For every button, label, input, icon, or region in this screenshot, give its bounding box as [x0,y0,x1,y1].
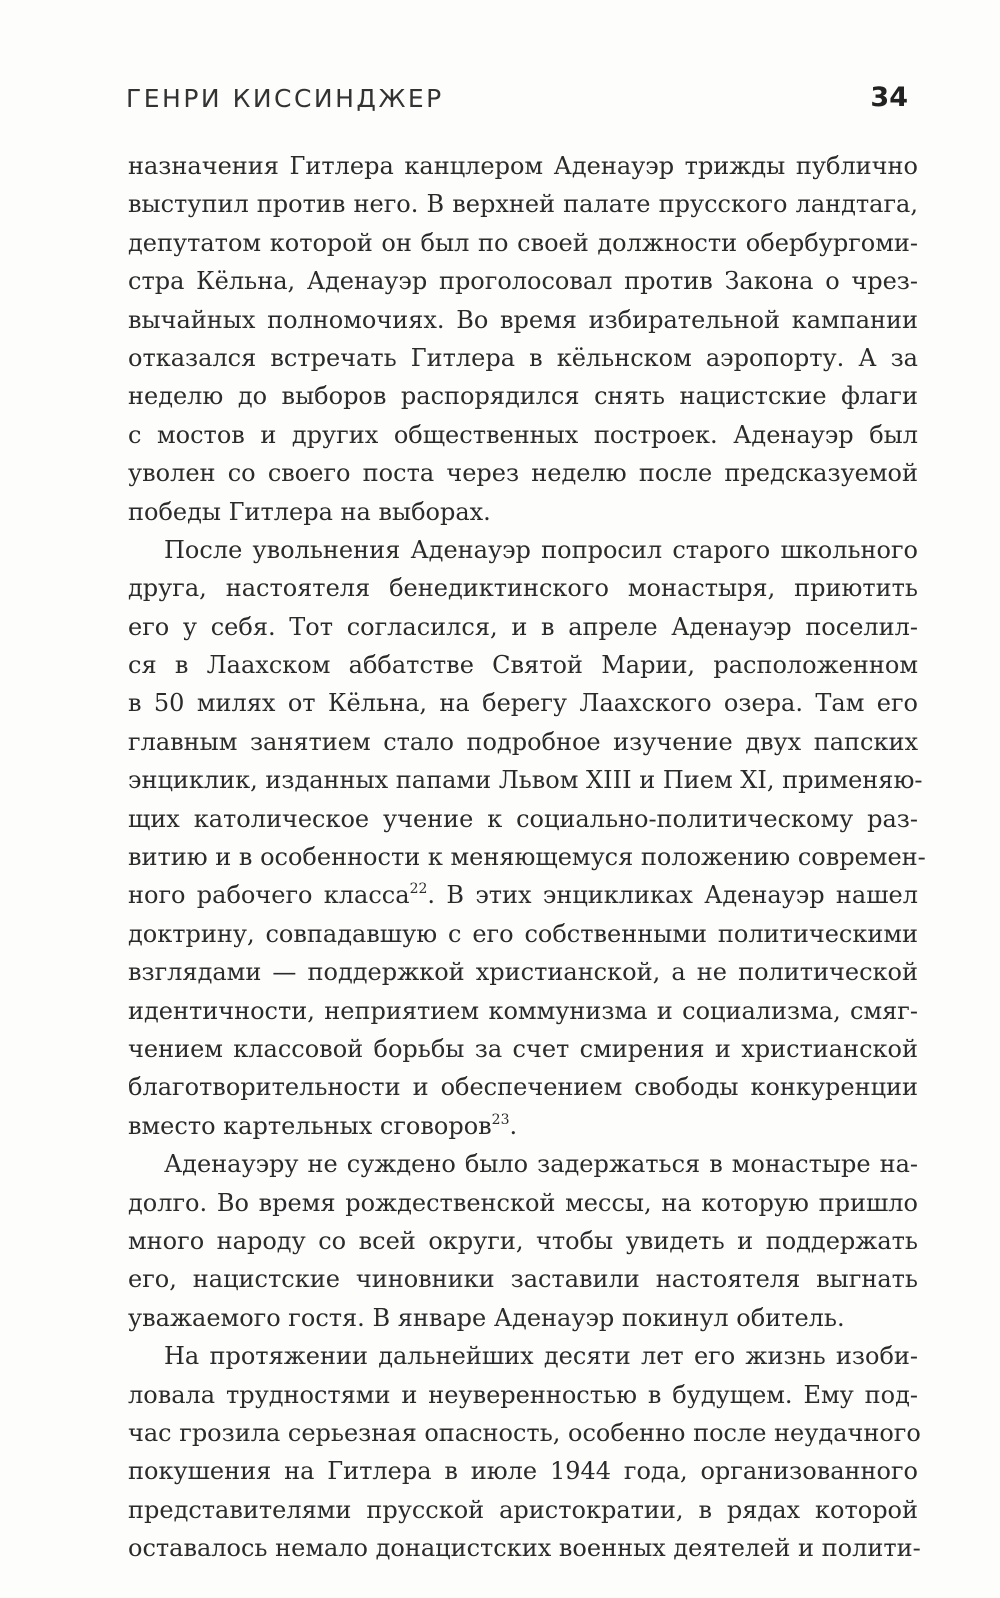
text-fragment: . В этих энцикликах Аденауэр нашел [427,881,918,910]
page-number: 34 [870,82,908,113]
text-line: На протяжении дальнейших десяти лет его жизнь изоби- [164,1342,918,1371]
paragraph-3 [128,1145,918,1337]
text-line: витию и в особенности к меняющемуся положению современ- [128,843,926,872]
paragraph-1 [128,147,918,531]
text-line: назначения Гитлера канцлером Аденауэр трижды публично [128,152,918,180]
paragraph-2 [128,531,926,1145]
text-line: вычайных полномочиях. Во время избирательной кампании [128,305,918,334]
text-line: оставалось немало донацистских военных деятелей и полити- [128,1534,921,1563]
text-line: энциклик, изданных папами Львом XIII и Пием XI, применяю- [128,766,923,795]
text-line: уважаемого гостя. В январе Аденауэр покинул обитель. [128,1303,845,1332]
text-line: главным занятием стало подробное изучение двух папских [128,727,918,756]
text-line: ся в Лаахском аббатстве Святой Марии, расположенном [128,651,918,680]
paragraph-4 [128,1337,921,1567]
text-line: неделю до выборов распорядился снять нацистские флаги [128,382,918,411]
body-text [128,147,926,1567]
running-title: ГЕНРИ КИССИНДЖЕР [126,84,444,113]
footnote-ref-23[interactable]: 23 [491,1111,510,1128]
text-line: покушения на Гитлера в июле 1944 года, организованного [128,1457,918,1486]
text-line: долго. Во время рождественской мессы, на которую пришло [128,1188,918,1217]
text-fragment: ного рабочего класса [128,881,410,910]
text-line: идентичности, неприятием коммунизма и социализма, смяг- [128,996,918,1025]
text-line: уволен со своего поста через неделю после предсказуемой [128,459,918,488]
text-line: стра Кёльна, Аденауэр проголосовал против Закона о чрез- [128,267,918,296]
text-line: в 50 милях от Кёльна, на берегу Лаахского озера. Там его [128,689,918,718]
text-line: благотворительности и обеспечением свободы конкуренции [128,1073,918,1102]
text-line: депутатом которой он был по своей должности обербургоми- [128,228,918,257]
text-line: отказался встречать Гитлера в кёльнском аэропорту. А за [128,343,918,372]
text-line: ловала трудностями и неуверенностью в будущем. Ему под- [128,1380,918,1409]
text-fragment: вместо картельных сговоров [128,1111,492,1140]
text-line: После увольнения Аденауэр попросил старого школьного [164,535,918,564]
text-line-with-footnote [128,876,918,914]
text-line: чением классовой борьбы за счет смирения и христианской [128,1034,918,1063]
text-line-with-footnote [128,1107,918,1145]
running-header [126,84,908,124]
text-line: доктрину, совпадавшую с его собственными политическими [128,919,918,948]
text-line: много народу со всей округи, чтобы увидеть и поддержать [128,1226,918,1255]
text-line: его, нацистские чиновники заставили настоятеля выгнать [128,1265,918,1294]
text-line: щих католическое учение к социально-политическому раз- [128,804,918,833]
footnote-ref-22[interactable]: 22 [409,881,428,898]
text-line: взглядами — поддержкой христианской, а не политической [128,958,918,987]
text-fragment: . [509,1111,518,1140]
text-line: друга, настоятеля бенедиктинского монастыря, приютить [128,574,918,603]
text-line: выступил против него. В верхней палате прусского ландтага, [128,190,918,219]
text-line: Аденауэру не суждено было задержаться в монастыре на- [164,1150,918,1179]
text-line: победы Гитлера на выборах. [128,497,491,526]
text-line: представителями прусской аристократии, в рядах которой [128,1495,918,1524]
text-line: его у себя. Тот согласился, и в апреле Аденауэр поселил- [128,612,918,641]
text-line: час грозила серьезная опасность, особенно после неудачного [128,1418,921,1447]
text-line: с мостов и других общественных построек. Аденауэр был [128,420,918,449]
